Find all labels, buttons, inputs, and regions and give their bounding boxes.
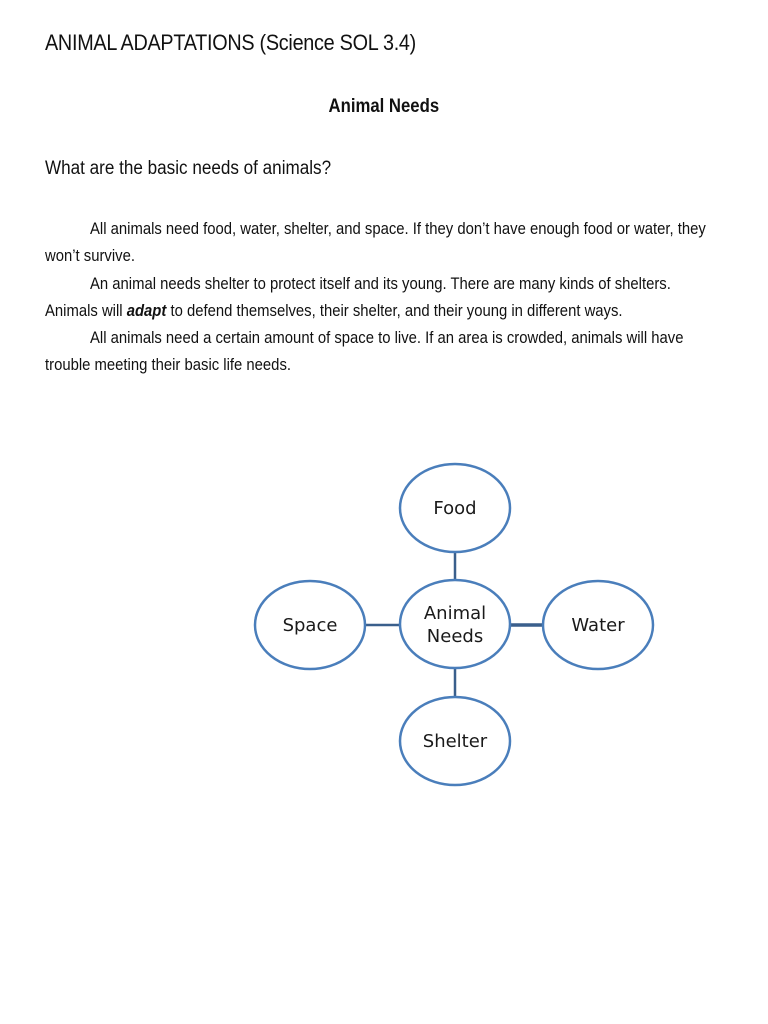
adapt-emphasis: adapt: [126, 301, 167, 320]
paragraph-shelter-end: to defend themselves, their shelter, and their young in different ways.: [166, 301, 623, 320]
node-water-label: Water: [571, 615, 625, 636]
node-shelter: [400, 697, 510, 785]
node-space: [255, 581, 365, 669]
node-food-label: Food: [433, 498, 477, 519]
section-heading-text: Animal Needs: [328, 96, 440, 117]
node-center-label-line2: Needs: [426, 626, 484, 647]
node-center-ellipse: [400, 580, 510, 668]
node-center: [400, 580, 510, 668]
node-shelter-label: Shelter: [422, 731, 488, 752]
node-center-label-line1: Animal: [423, 603, 487, 624]
paragraph-food-water: All animals need food, water, shelter, and space. If they don’t have enough food or water, they won’t survive.: [45, 220, 706, 266]
question-heading: What are the basic needs of animals?: [45, 158, 332, 179]
node-space-label: Space: [282, 615, 338, 636]
document-title: ANIMAL ADAPTATIONS (Science SOL 3.4): [45, 30, 416, 55]
paragraph-shelter-start: An animal needs shelter to protect itself and its young. There are many kinds of shelters. Animals will: [45, 274, 671, 320]
node-food: [400, 464, 510, 552]
paragraph-space: All animals need a certain amount of space to live. If an area is crowded, animals will have trouble meeting their basic life needs.: [45, 329, 684, 375]
node-water: [543, 581, 653, 669]
